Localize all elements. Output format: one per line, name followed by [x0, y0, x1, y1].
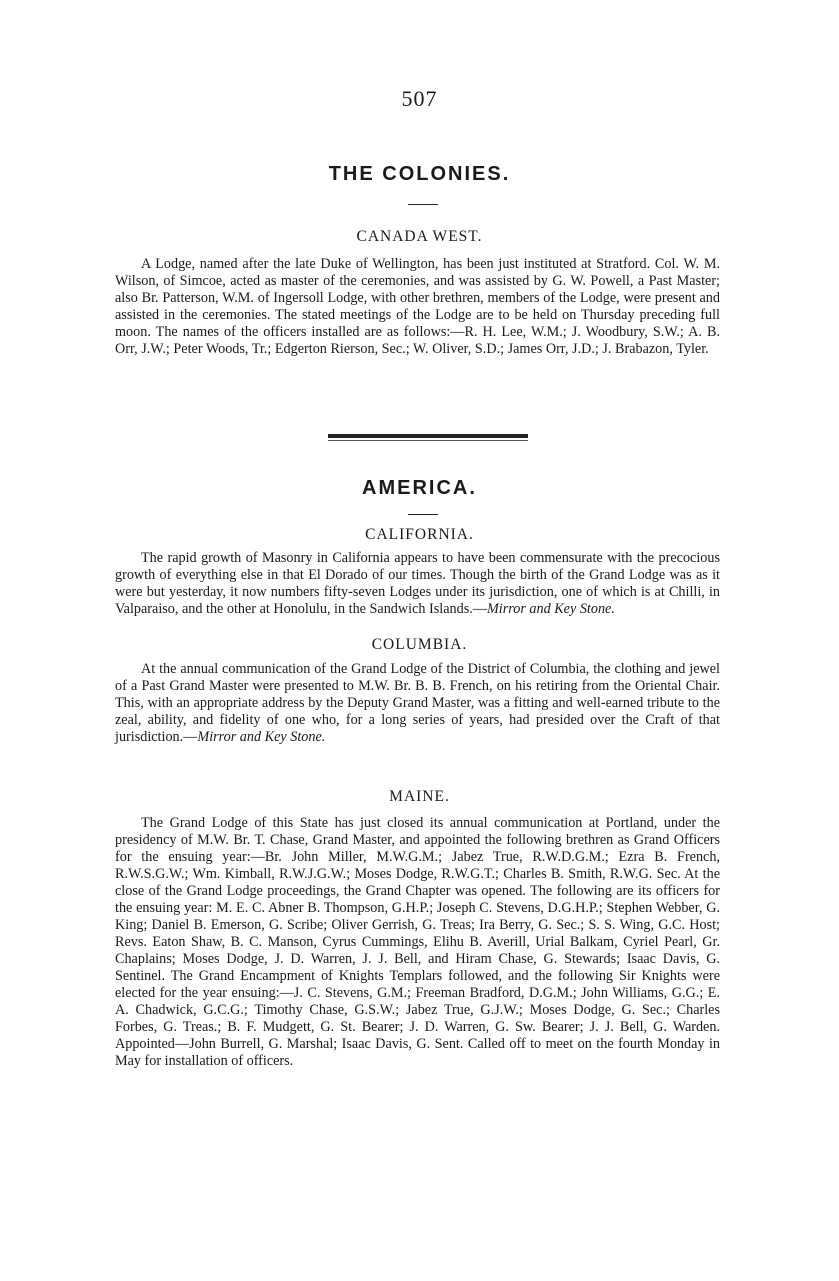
subheading-canada-west: CANADA WEST.: [356, 228, 483, 245]
page-number: 507: [401, 86, 438, 111]
paragraph-columbia: [115, 661, 720, 746]
source-citation: Mirror and Key Stone.: [197, 729, 326, 745]
title-divider: [408, 514, 438, 515]
section-title-colonies: THE COLONIES.: [328, 163, 511, 185]
paragraph-columbia-text: At the annual communication of the Grand Lodge of the District of Columbia, the clothing and jewel of a Past Grand Master were presented to M.W. Br. B. B. French, on his retiring from the Oriental Chair. This, with an appropriate address by the Deputy Grand Master, was a fitting and well-earned tribute to the zeal, ability, and fidelity of one who, for a long series of years, had presided over the Craft of that jurisdiction.—: [115, 661, 720, 745]
subheading-maine: MAINE.: [389, 788, 450, 805]
section-divider: [328, 434, 528, 441]
title-divider: [408, 204, 438, 205]
divider-thin-line: [328, 440, 528, 441]
paragraph-california-text: The rapid growth of Masonry in California appears to have been commensurate with the precocious growth of everything else in that El Dorado of our times. Though the birth of the Grand Lodge was as it were but yesterday, it now numbers fifty-seven Lodges under its jurisdiction, one of which is at Chilli, in Valparaiso, and the other at Honolulu, in the Sandwich Islands.—: [115, 550, 720, 617]
paragraph-california: [115, 550, 720, 618]
section-title-america: AMERICA.: [362, 477, 477, 499]
subheading-california: CALIFORNIA.: [365, 526, 474, 543]
divider-thick-line: [328, 434, 528, 438]
source-citation: Mirror and Key Stone.: [486, 601, 615, 617]
subheading-columbia: COLUMBIA.: [371, 636, 468, 653]
paragraph-maine: The Grand Lodge of this State has just closed its annual communication at Portland, under the presidency of M.W. Br. T. Chase, Grand Master, and appointed the following brethren as Grand Officers for the ensuing year:—Br. John Miller, M.W.G.M.; Jabez True, R.W.D.G.M.; Ezra B. French, R.W.S.G.W.; Wm. Kimball, R.W.J.G.W.; Moses Dodge, R.W.G.T.; Charles B. Smith, R.W.G. Sec. At the close of the Grand Lodge proceedings, the Grand Chapter was opened. The following are its officers for the ensuing year: M. E. C. Abner B. Thompson, G.H.P.; Joseph C. Stevens, D.G.H.P.; Stephen Webber, G. King; Daniel B. Emerson, G. Scribe; Oliver Gerrish, G. Treas; Ira Berry, G. Sec.; S. S. Wing, G.C. Host; Revs. Eaton Shaw, B. C. Manson, Cyrus Cummings, Elihu B. Averill, Urial Balkam, Cyriel Pearl, Gr. Chaplains; Moses Dodge, J. D. Warren, J. J. Bell, and Hiram Chase, G. Stewards; Isaac Davis, G. Sentinel. The Grand Encampment of Knights Templars followed, and the following Sir Knights were elected for the year ensuing:—J. C. Stevens, G.M.; Freeman Bradford, D.G.M.; John Williams, G.G.; E. A. Chadwick, G.C.G.; Timothy Chase, G.S.W.; Jabez True, G.J.W.; Moses Dodge, G. Sec.; Charles Forbes, G. Treas.; B. F. Mudgett, G. St. Bearer; J. D. Warren, G. Sw. Bearer; J. J. Bell, G. Warden. Appointed—John Burrell, G. Marshal; Isaac Davis, G. Sent. Called off to meet on the fourth Monday in May for installation of officers.: [115, 815, 720, 1069]
paragraph-canada-west: A Lodge, named after the late Duke of Wellington, has been just instituted at Stratford. Col. W. M. Wilson, of Simcoe, acted as master of the ceremonies, and was assisted by G. W. Powell, a Past Master; also Br. Patterson, W.M. of Ingersoll Lodge, with other brethren, members of the Lodge, were present and assisted in the ceremonies. The stated meetings of the Lodge are to be held on Thursday preceding full moon. The names of the officers installed are as follows:—R. H. Lee, W.M.; J. Woodbury, S.W.; A. B. Orr, J.W.; Peter Woods, Tr.; Edgerton Rierson, Sec.; W. Oliver, S.D.; James Orr, J.D.; J. Brabazon, Tyler.: [115, 256, 720, 357]
